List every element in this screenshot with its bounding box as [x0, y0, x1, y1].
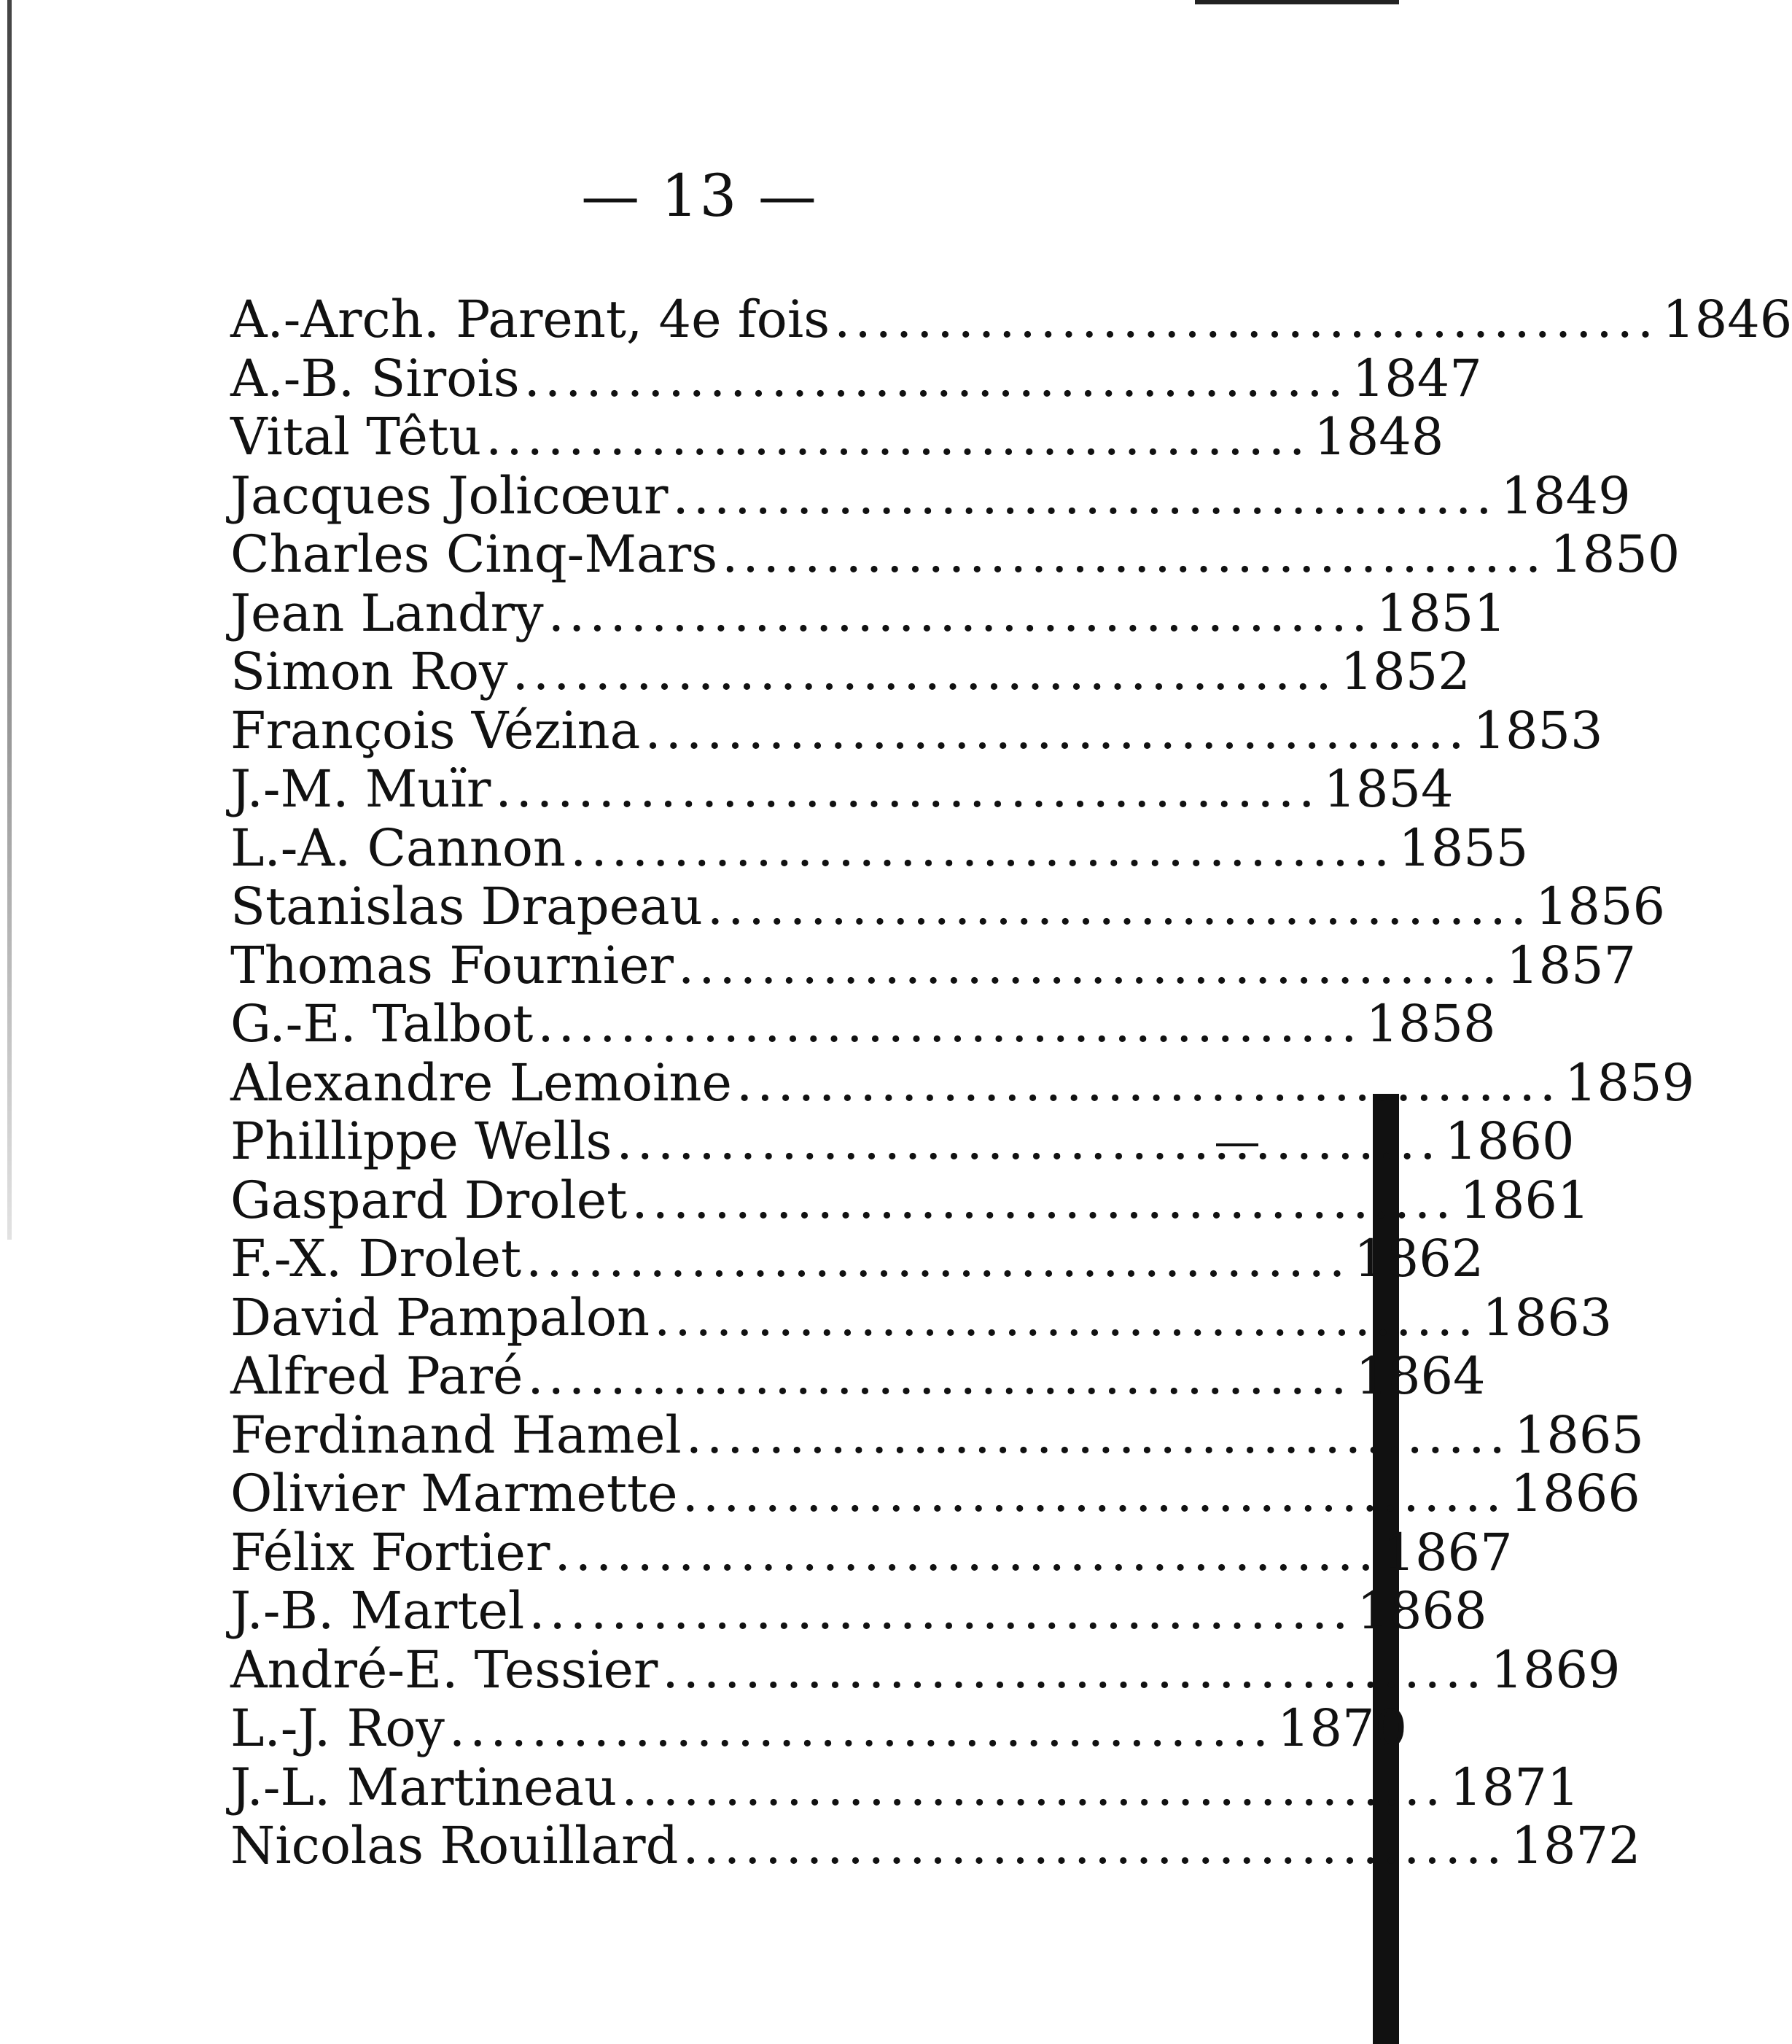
entry-name: Stanislas Drapeau	[230, 877, 703, 936]
entry-name: F.-X. Drolet	[230, 1229, 522, 1289]
dot-leader: ........................................	[621, 1757, 1446, 1817]
list-item	[230, 407, 1444, 467]
dot-leader: ........................................	[527, 1346, 1352, 1406]
entry-name: Alfred Paré	[230, 1346, 523, 1406]
list-item	[230, 524, 1680, 584]
entry-year: 1851	[1376, 583, 1506, 643]
list-item	[230, 935, 1637, 995]
dot-leader: ........................................	[448, 1698, 1273, 1758]
entry-year: 1868	[1357, 1581, 1487, 1641]
dot-leader: ........................................	[654, 1287, 1479, 1348]
entry-year: 1871	[1449, 1757, 1580, 1817]
list-item	[230, 1698, 1408, 1758]
dot-leader: ........................................	[570, 817, 1395, 878]
entry-year: 1864	[1355, 1346, 1486, 1406]
entry-year: 1866	[1510, 1464, 1640, 1523]
list-item	[230, 1229, 1484, 1289]
entry-year: 1858	[1366, 994, 1496, 1054]
entry-name: François Vézina	[230, 700, 641, 761]
entry-name: Phillippe Wells	[230, 1111, 612, 1171]
dot-leader: ........................................	[526, 1229, 1350, 1289]
dot-leader: ........................................	[616, 1111, 1441, 1171]
entry-name: Félix Fortier	[230, 1522, 550, 1582]
entry-name: David Pampalon	[230, 1287, 650, 1348]
dot-leader: ........................................	[662, 1639, 1487, 1700]
entry-year: 1849	[1500, 465, 1631, 526]
entry-year: 1850	[1550, 524, 1680, 584]
entry-year: 1853	[1473, 700, 1603, 761]
entry-name: L.-A. Cannon	[230, 817, 566, 878]
entry-year: 1847	[1352, 348, 1482, 408]
list-item	[230, 642, 1470, 702]
entry-name: André-E. Tessier	[230, 1639, 658, 1700]
dot-leader: ........................................	[685, 1404, 1510, 1465]
page-number: — 13 —	[581, 162, 818, 230]
dot-leader: ........................................	[495, 759, 1320, 819]
dot-leader: ........................................	[548, 583, 1372, 643]
entry-year: 1854	[1323, 759, 1454, 819]
list-item	[230, 994, 1496, 1054]
entry-name: Ferdinand Hamel	[230, 1404, 682, 1465]
dot-leader: ........................................	[554, 1522, 1379, 1582]
entry-name: J.-B. Martel	[230, 1581, 525, 1641]
list-item	[230, 1639, 1621, 1700]
list-item	[230, 1404, 1644, 1465]
list-item	[230, 1464, 1640, 1523]
entry-name: Jacques Jolicœur	[230, 465, 669, 526]
entry-year: 1857	[1506, 935, 1637, 995]
dot-leader: ........................................	[523, 348, 1348, 408]
year-list	[230, 289, 1792, 1876]
entry-name: G.-E. Talbot	[230, 994, 534, 1054]
list-item	[230, 348, 1482, 408]
list-item	[230, 1522, 1513, 1582]
entry-name: A.-Arch. Parent, 4e fois	[230, 289, 830, 349]
entry-year: 1852	[1340, 642, 1470, 702]
entry-name: Nicolas Rouillard	[230, 1816, 679, 1876]
entry-name: Vital Têtu	[230, 407, 482, 467]
dot-leader: ........................................	[682, 1816, 1507, 1876]
entry-year: 1862	[1354, 1229, 1484, 1289]
list-item	[230, 877, 1666, 936]
page-edge-top	[1195, 0, 1399, 4]
entry-name: Alexandre Lemoine	[230, 1052, 732, 1113]
list-item	[230, 1111, 1575, 1171]
list-item	[230, 1170, 1590, 1230]
list-item	[230, 1346, 1486, 1406]
list-item	[230, 759, 1454, 819]
entry-year: 1860	[1444, 1111, 1575, 1171]
dot-leader: ........................................	[722, 524, 1546, 584]
entry-year: 1870	[1277, 1698, 1408, 1758]
entry-year: 1863	[1482, 1287, 1613, 1348]
list-item	[230, 583, 1506, 643]
entry-name: Charles Cinq-Mars	[230, 524, 718, 584]
dot-leader: ........................................	[644, 700, 1469, 761]
dot-leader: ........................................	[736, 1052, 1560, 1113]
entry-name: Jean Landry	[230, 583, 544, 643]
list-item	[230, 700, 1603, 761]
list-item	[230, 1816, 1641, 1876]
entry-name: Thomas Fournier	[230, 935, 674, 995]
list-item	[230, 1757, 1580, 1817]
entry-year: 1861	[1460, 1170, 1590, 1230]
list-item	[230, 289, 1792, 349]
dot-leader: ........................................	[682, 1464, 1506, 1523]
entry-year: 1872	[1511, 1816, 1641, 1876]
entry-year: 1867	[1382, 1522, 1513, 1582]
entry-year: 1846	[1662, 289, 1792, 349]
dot-leader: ........................................	[537, 994, 1362, 1054]
entry-year: 1859	[1564, 1052, 1695, 1113]
dot-leader: ........................................	[512, 642, 1336, 702]
entry-name: J.-M. Muïr	[230, 759, 491, 819]
list-item	[230, 817, 1529, 878]
list-item	[230, 1287, 1613, 1348]
entry-name: Olivier Marmette	[230, 1464, 678, 1523]
entry-year: 1865	[1514, 1404, 1644, 1465]
dot-leader: ........................................	[672, 465, 1497, 526]
entry-name: Simon Roy	[230, 642, 508, 702]
dot-leader: ........................................	[706, 877, 1531, 936]
entry-name: Gaspard Drolet	[230, 1170, 628, 1230]
dot-leader: ........................................	[486, 407, 1310, 467]
entry-name: J.-L. Martineau	[230, 1757, 618, 1817]
dot-leader: ........................................	[834, 289, 1659, 349]
entry-name: A.-B. Sirois	[230, 348, 520, 408]
dot-leader: ........................................	[529, 1581, 1353, 1641]
list-item	[230, 465, 1631, 526]
entry-year: 1856	[1535, 877, 1666, 936]
entry-name: L.-J. Roy	[230, 1698, 445, 1758]
entry-year: 1848	[1314, 407, 1444, 467]
list-item	[230, 1581, 1487, 1641]
list-item	[230, 1052, 1695, 1113]
entry-year: 1869	[1490, 1639, 1621, 1700]
dot-leader: ........................................	[631, 1170, 1456, 1230]
dot-leader: ........................................	[678, 935, 1503, 995]
entry-year: 1855	[1398, 817, 1529, 878]
